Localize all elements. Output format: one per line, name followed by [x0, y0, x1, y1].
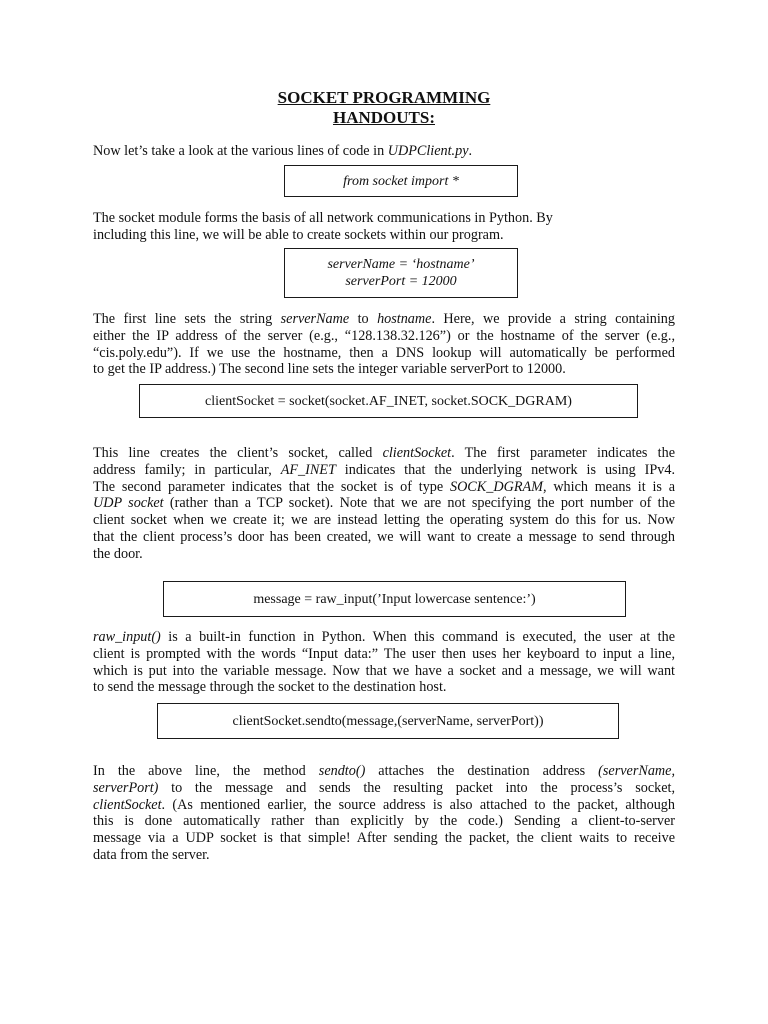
paragraph-raw-input — [93, 629, 675, 696]
text-run: This line creates the client’s socket, called — [93, 445, 383, 461]
term-serverport: serverPort) — [93, 779, 159, 796]
paragraph-sendto — [93, 763, 675, 864]
paragraph-server-vars — [93, 311, 675, 378]
paragraph-line — [93, 797, 675, 814]
code-server-name: serverName = ‘hostname’ — [327, 257, 475, 272]
intro-filename: UDPClient.py — [387, 143, 469, 159]
text-run: The second parameter indicates that the socket is of type — [93, 478, 450, 495]
term-hostname: hostname — [377, 311, 432, 327]
text-run: . (As mentioned earlier, the source address is also attached to the packet, although — [161, 796, 675, 813]
paragraph-line: client is prompted with the words “Input data:” The user then uses her keyboard to input a line, — [93, 645, 675, 662]
term-af-inet: AF_INET — [280, 461, 336, 478]
intro-text-end: . — [468, 143, 473, 159]
intro-paragraph — [93, 143, 675, 160]
term-clientsocket: clientSocket — [382, 445, 452, 461]
paragraph-line — [93, 445, 675, 462]
text-run: is a built-in function in Python. When this command is executed, the user at the — [160, 629, 675, 645]
code-server-port: serverPort = 12000 — [345, 274, 457, 289]
code-box-client-socket — [139, 384, 638, 418]
paragraph-line — [93, 763, 675, 780]
page-title-line1: SOCKET PROGRAMMING — [277, 88, 491, 107]
code-client-socket: clientSocket = socket(socket.AF_INET, socket.SOCK_DGRAM) — [205, 393, 572, 409]
code-box-import — [284, 165, 518, 197]
text-run: attaches the destination address — [365, 763, 599, 779]
code-box-server-vars — [284, 248, 518, 298]
paragraph-line — [93, 780, 675, 797]
text-run: to — [349, 311, 378, 327]
paragraph-line: the door. — [93, 545, 143, 562]
paragraph-line: either the IP address of the server (e.g., “128.138.32.126”) or the hostname of the server (e.g., — [93, 327, 675, 344]
paragraph-line: client socket when we create it; we are instead letting the operating system do this for us. Now — [93, 512, 675, 529]
text-run: The first line sets the string — [93, 311, 281, 327]
paragraph-line: to send the message through the socket to the destination host. — [93, 679, 447, 696]
paragraph-line: The socket module forms the basis of all network communications in Python. By — [93, 210, 553, 226]
intro-text: Now let’s take a look at the various lines of code in — [93, 143, 388, 159]
code-box-sendto — [157, 703, 619, 739]
term-sock-dgram: SOCK_DGRAM — [449, 478, 543, 495]
paragraph-line — [93, 629, 675, 646]
text-run: indicates that the underlying network is using IPv4. — [335, 461, 675, 478]
paragraph-line: “cis.poly.edu”). If we use the hostname, then a DNS lookup will automatically be performed — [93, 344, 675, 361]
code-import: from socket import * — [343, 173, 459, 189]
term-raw-input: raw_input() — [93, 629, 161, 645]
text-run: . The first parameter indicates the — [451, 445, 676, 461]
paragraph-line: message via a UDP socket is that simple! After sending the packet, the client waits to receive — [93, 830, 675, 847]
term-servername-tuple: (serverName, — [598, 763, 675, 779]
paragraph-line: this is done automatically rather than explicitly by the code.) Sending a client-to-server — [93, 813, 675, 830]
page-title-line2: HANDOUTS: — [332, 108, 435, 127]
text-run: (rather than a TCP socket). Note that we are not specifying the port number of the — [163, 495, 675, 512]
code-raw-input: message = raw_input(’Input lowercase sentence:’) — [253, 591, 536, 607]
paragraph-line — [93, 495, 675, 512]
paragraph-socket-module — [93, 210, 675, 244]
term-servername: serverName — [280, 311, 350, 327]
paragraph-line — [93, 462, 675, 479]
paragraph-line: to get the IP address.) The second line sets the integer variable serverPort to 12000. — [93, 361, 566, 378]
paragraph-line: including this line, we will be able to create sockets within our program. — [93, 226, 504, 243]
paragraph-line — [93, 311, 675, 328]
text-run: to the message and sends the resulting packet into the process’s socket, — [158, 779, 675, 796]
text-run: In the above line, the method — [93, 763, 319, 779]
text-run: . Here, we provide a string containing — [431, 311, 675, 327]
paragraph-line: that the client process’s door has been created, we will want to create a message to send through — [93, 528, 675, 545]
term-clientsocket: clientSocket — [93, 796, 162, 813]
term-udp-socket: UDP socket — [93, 495, 164, 512]
paragraph-line: data from the server. — [93, 846, 210, 863]
code-box-raw-input — [163, 581, 626, 617]
paragraph-client-socket — [93, 445, 675, 563]
code-sendto: clientSocket.sendto(message,(serverName, serverPort)) — [232, 713, 544, 729]
paragraph-line: which is put into the variable message. Now that we have a socket and a message, we will want — [93, 662, 675, 679]
text-run: , which means it is a — [542, 478, 675, 495]
text-run: address family; in particular, — [93, 461, 281, 478]
term-sendto: sendto() — [318, 763, 366, 779]
paragraph-line — [93, 479, 675, 496]
